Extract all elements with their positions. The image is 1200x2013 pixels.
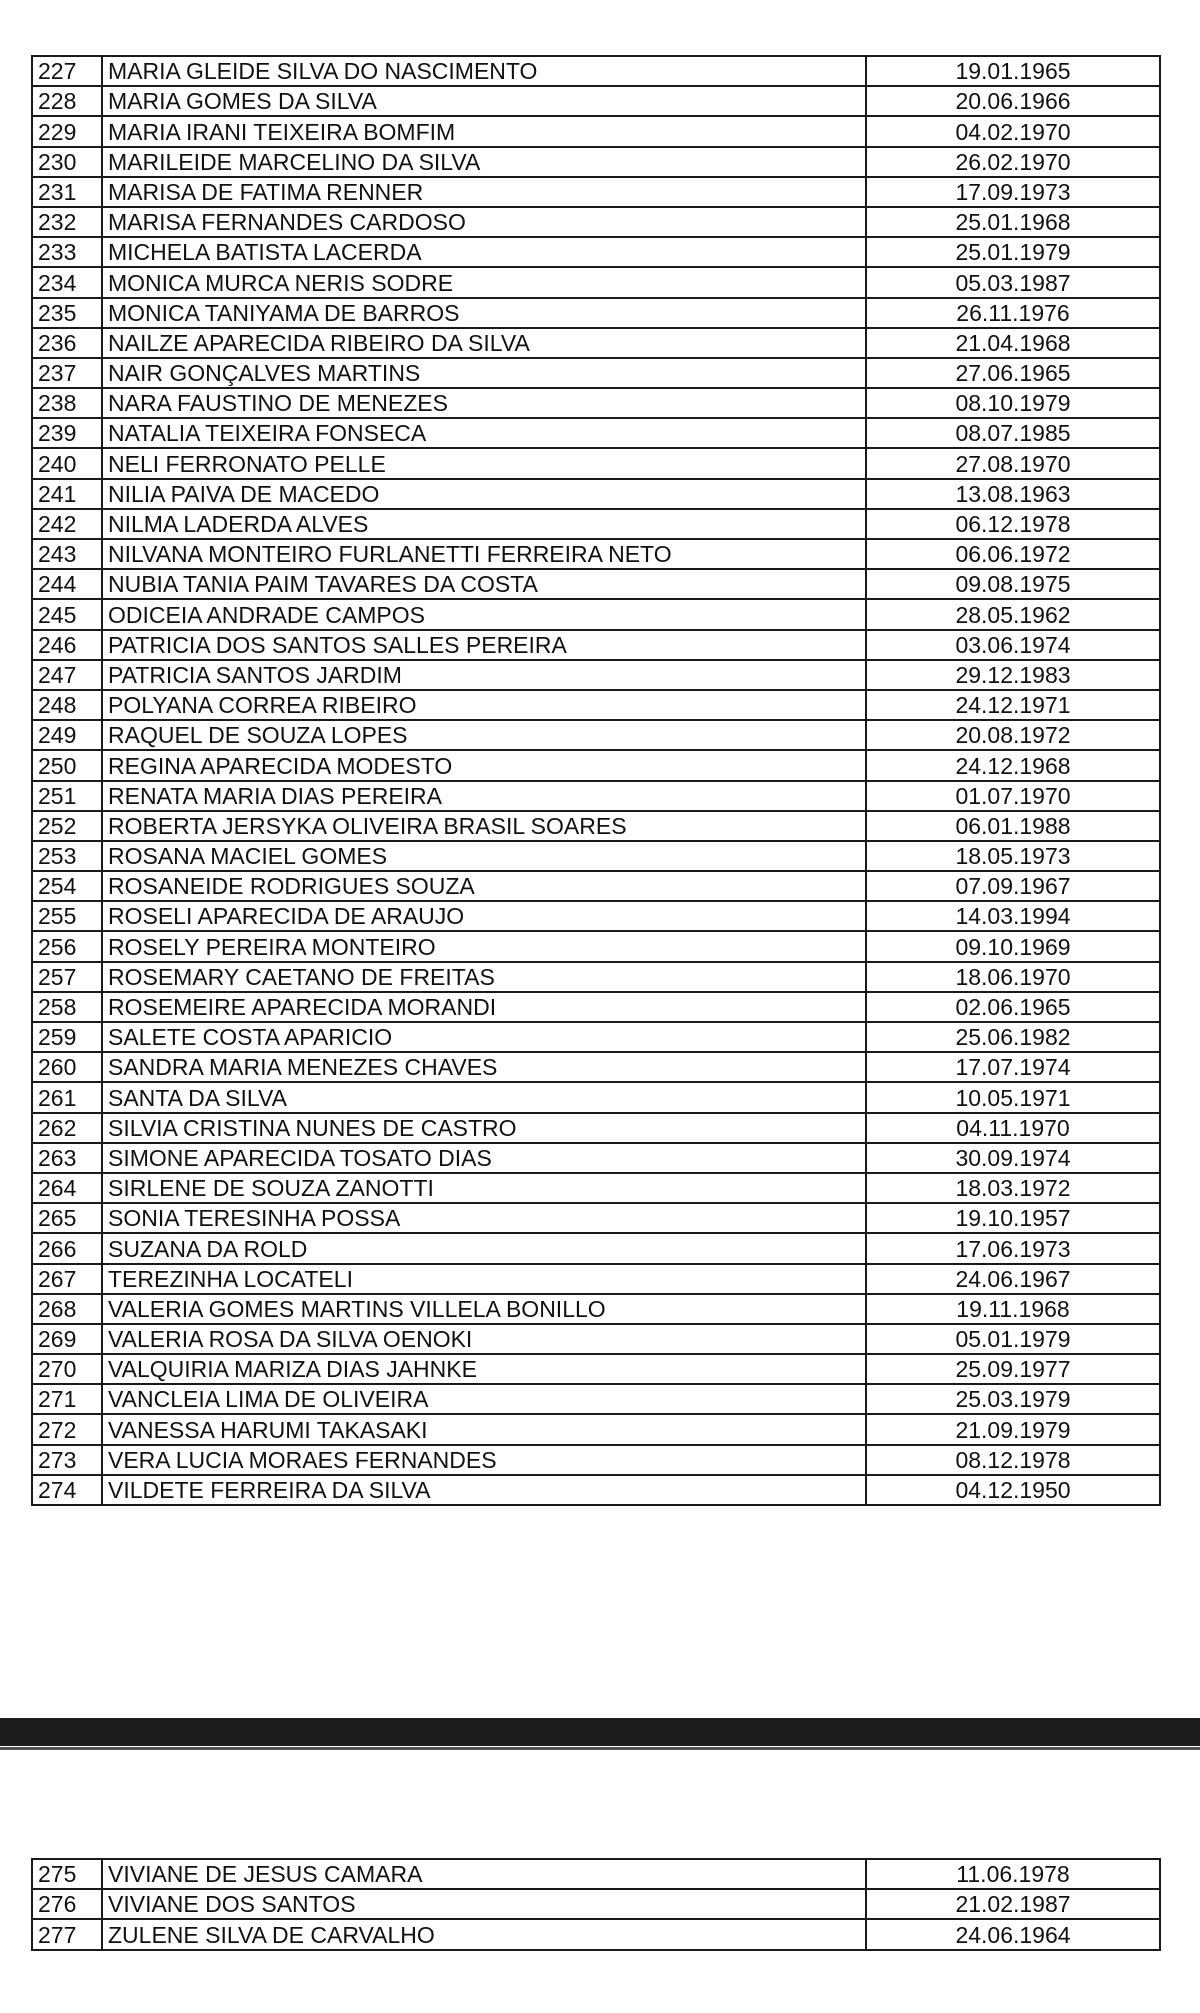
row-number-cell: 256	[32, 931, 102, 961]
name-cell: NARA FAUSTINO DE MENEZES	[102, 388, 866, 418]
row-number-cell: 237	[32, 358, 102, 388]
birth-date-cell: 28.05.1962	[866, 599, 1160, 629]
table-row	[32, 1354, 1160, 1384]
row-number-cell: 254	[32, 871, 102, 901]
table-row	[32, 750, 1160, 780]
table-row	[32, 358, 1160, 388]
birth-date-cell: 26.11.1976	[866, 298, 1160, 328]
birth-date-cell: 06.12.1978	[866, 509, 1160, 539]
birth-date-cell: 21.09.1979	[866, 1414, 1160, 1444]
name-cell: VANESSA HARUMI TAKASAKI	[102, 1414, 866, 1444]
name-cell: ROSEMARY CAETANO DE FREITAS	[102, 962, 866, 992]
table-row	[32, 1445, 1160, 1475]
table-row	[32, 1919, 1160, 1949]
name-cell: ZULENE SILVA DE CARVALHO	[102, 1919, 866, 1949]
name-cell: RAQUEL DE SOUZA LOPES	[102, 720, 866, 750]
table-row	[32, 1384, 1160, 1414]
row-number-cell: 270	[32, 1354, 102, 1384]
row-number-cell: 255	[32, 901, 102, 931]
table-row	[32, 207, 1160, 237]
name-cell: ODICEIA ANDRADE CAMPOS	[102, 599, 866, 629]
row-number-cell: 269	[32, 1324, 102, 1354]
table-row	[32, 1022, 1160, 1052]
table-row	[32, 328, 1160, 358]
birth-date-cell: 18.05.1973	[866, 841, 1160, 871]
name-cell: MARILEIDE MARCELINO DA SILVA	[102, 147, 866, 177]
row-number-cell: 260	[32, 1052, 102, 1082]
name-cell: SANTA DA SILVA	[102, 1082, 866, 1112]
name-cell: PATRICIA SANTOS JARDIM	[102, 660, 866, 690]
name-cell: NELI FERRONATO PELLE	[102, 448, 866, 478]
birth-date-cell: 19.10.1957	[866, 1203, 1160, 1233]
table-row	[32, 871, 1160, 901]
row-number-cell: 230	[32, 147, 102, 177]
name-cell: TEREZINHA LOCATELI	[102, 1264, 866, 1294]
name-cell: MONICA MURCA NERIS SODRE	[102, 267, 866, 297]
table-row	[32, 841, 1160, 871]
row-number-cell: 262	[32, 1113, 102, 1143]
birth-date-cell: 05.03.1987	[866, 267, 1160, 297]
name-cell: VIVIANE DOS SANTOS	[102, 1889, 866, 1919]
table-row	[32, 509, 1160, 539]
birth-date-cell: 25.01.1968	[866, 207, 1160, 237]
birth-date-cell: 10.05.1971	[866, 1082, 1160, 1112]
birth-date-cell: 01.07.1970	[866, 781, 1160, 811]
table-row	[32, 448, 1160, 478]
name-cell: ROSANEIDE RODRIGUES SOUZA	[102, 871, 866, 901]
row-number-cell: 271	[32, 1384, 102, 1414]
row-number-cell: 231	[32, 177, 102, 207]
birth-date-cell: 18.03.1972	[866, 1173, 1160, 1203]
row-number-cell: 242	[32, 509, 102, 539]
name-cell: SANDRA MARIA MENEZES CHAVES	[102, 1052, 866, 1082]
row-number-cell: 236	[32, 328, 102, 358]
table-row	[32, 267, 1160, 297]
name-cell: NUBIA TANIA PAIM TAVARES DA COSTA	[102, 569, 866, 599]
row-number-cell: 250	[32, 750, 102, 780]
name-cell: MARIA GOMES DA SILVA	[102, 86, 866, 116]
row-number-cell: 234	[32, 267, 102, 297]
table-row	[32, 781, 1160, 811]
birth-date-cell: 18.06.1970	[866, 962, 1160, 992]
birth-date-cell: 06.06.1972	[866, 539, 1160, 569]
name-cell: MARIA IRANI TEIXEIRA BOMFIM	[102, 116, 866, 146]
row-number-cell: 259	[32, 1022, 102, 1052]
row-number-cell: 246	[32, 630, 102, 660]
birth-date-cell: 14.03.1994	[866, 901, 1160, 931]
birth-date-cell: 03.06.1974	[866, 630, 1160, 660]
table-row	[32, 931, 1160, 961]
birth-date-cell: 02.06.1965	[866, 992, 1160, 1022]
row-number-cell: 273	[32, 1445, 102, 1475]
birth-date-cell: 08.07.1985	[866, 418, 1160, 448]
row-number-cell: 266	[32, 1233, 102, 1263]
table-row	[32, 147, 1160, 177]
birth-date-cell: 25.03.1979	[866, 1384, 1160, 1414]
table-row	[32, 992, 1160, 1022]
birth-date-cell: 21.02.1987	[866, 1889, 1160, 1919]
row-number-cell: 245	[32, 599, 102, 629]
birth-date-cell: 29.12.1983	[866, 660, 1160, 690]
name-cell: ROBERTA JERSYKA OLIVEIRA BRASIL SOARES	[102, 811, 866, 841]
table-row	[32, 630, 1160, 660]
birth-date-cell: 17.06.1973	[866, 1233, 1160, 1263]
birth-date-cell: 24.06.1967	[866, 1264, 1160, 1294]
name-cell: SONIA TERESINHA POSSA	[102, 1203, 866, 1233]
name-cell: MARISA FERNANDES CARDOSO	[102, 207, 866, 237]
table-row	[32, 479, 1160, 509]
table-row	[32, 1143, 1160, 1173]
row-number-cell: 244	[32, 569, 102, 599]
row-number-cell: 257	[32, 962, 102, 992]
table-row	[32, 660, 1160, 690]
birth-date-cell: 19.01.1965	[866, 56, 1160, 86]
birth-date-cell: 20.06.1966	[866, 86, 1160, 116]
birth-date-cell: 04.11.1970	[866, 1113, 1160, 1143]
table-row	[32, 1264, 1160, 1294]
name-cell: ROSANA MACIEL GOMES	[102, 841, 866, 871]
birth-date-cell: 21.04.1968	[866, 328, 1160, 358]
roster-table-top	[31, 55, 1161, 1506]
row-number-cell: 274	[32, 1475, 102, 1505]
birth-date-cell: 27.08.1970	[866, 448, 1160, 478]
table-row	[32, 1859, 1160, 1889]
row-number-cell: 227	[32, 56, 102, 86]
row-number-cell: 232	[32, 207, 102, 237]
birth-date-cell: 25.06.1982	[866, 1022, 1160, 1052]
name-cell: VALERIA GOMES MARTINS VILLELA BONILLO	[102, 1294, 866, 1324]
name-cell: PATRICIA DOS SANTOS SALLES PEREIRA	[102, 630, 866, 660]
roster-table-bottom-body	[32, 1859, 1160, 1950]
birth-date-cell: 24.06.1964	[866, 1919, 1160, 1949]
table-row	[32, 599, 1160, 629]
birth-date-cell: 30.09.1974	[866, 1143, 1160, 1173]
name-cell: NATALIA TEIXEIRA FONSECA	[102, 418, 866, 448]
birth-date-cell: 25.01.1979	[866, 237, 1160, 267]
name-cell: REGINA APARECIDA MODESTO	[102, 750, 866, 780]
row-number-cell: 268	[32, 1294, 102, 1324]
row-number-cell: 239	[32, 418, 102, 448]
table-row	[32, 388, 1160, 418]
roster-table-bottom	[31, 1858, 1161, 1951]
table-row	[32, 1082, 1160, 1112]
table-row	[32, 1414, 1160, 1444]
name-cell: MONICA TANIYAMA DE BARROS	[102, 298, 866, 328]
birth-date-cell: 04.02.1970	[866, 116, 1160, 146]
row-number-cell: 264	[32, 1173, 102, 1203]
row-number-cell: 229	[32, 116, 102, 146]
name-cell: MARIA GLEIDE SILVA DO NASCIMENTO	[102, 56, 866, 86]
birth-date-cell: 08.10.1979	[866, 388, 1160, 418]
table-row	[32, 690, 1160, 720]
name-cell: MARISA DE FATIMA RENNER	[102, 177, 866, 207]
row-number-cell: 263	[32, 1143, 102, 1173]
name-cell: ROSEMEIRE APARECIDA MORANDI	[102, 992, 866, 1022]
name-cell: NAIR GONÇALVES MARTINS	[102, 358, 866, 388]
table-row	[32, 1889, 1160, 1919]
birth-date-cell: 09.08.1975	[866, 569, 1160, 599]
name-cell: VIVIANE DE JESUS CAMARA	[102, 1859, 866, 1889]
table-row	[32, 237, 1160, 267]
birth-date-cell: 24.12.1968	[866, 750, 1160, 780]
name-cell: SALETE COSTA APARICIO	[102, 1022, 866, 1052]
name-cell: MICHELA BATISTA LACERDA	[102, 237, 866, 267]
table-row	[32, 298, 1160, 328]
row-number-cell: 240	[32, 448, 102, 478]
row-number-cell: 265	[32, 1203, 102, 1233]
table-row	[32, 1475, 1160, 1505]
name-cell: VERA LUCIA MORAES FERNANDES	[102, 1445, 866, 1475]
birth-date-cell: 06.01.1988	[866, 811, 1160, 841]
table-row	[32, 1173, 1160, 1203]
name-cell: NILIA PAIVA DE MACEDO	[102, 479, 866, 509]
birth-date-cell: 07.09.1967	[866, 871, 1160, 901]
table-row	[32, 539, 1160, 569]
table-row	[32, 901, 1160, 931]
table-row	[32, 418, 1160, 448]
name-cell: ROSELI APARECIDA DE ARAUJO	[102, 901, 866, 931]
name-cell: NILVANA MONTEIRO FURLANETTI FERREIRA NETO	[102, 539, 866, 569]
row-number-cell: 233	[32, 237, 102, 267]
row-number-cell: 272	[32, 1414, 102, 1444]
table-row	[32, 1324, 1160, 1354]
name-cell: VALERIA ROSA DA SILVA OENOKI	[102, 1324, 866, 1354]
birth-date-cell: 24.12.1971	[866, 690, 1160, 720]
table-row	[32, 1113, 1160, 1143]
name-cell: ROSELY PEREIRA MONTEIRO	[102, 931, 866, 961]
row-number-cell: 276	[32, 1889, 102, 1919]
name-cell: NILMA LADERDA ALVES	[102, 509, 866, 539]
birth-date-cell: 20.08.1972	[866, 720, 1160, 750]
row-number-cell: 247	[32, 660, 102, 690]
table-row	[32, 56, 1160, 86]
birth-date-cell: 08.12.1978	[866, 1445, 1160, 1475]
row-number-cell: 241	[32, 479, 102, 509]
table-row	[32, 1052, 1160, 1082]
row-number-cell: 243	[32, 539, 102, 569]
name-cell: SIMONE APARECIDA TOSATO DIAS	[102, 1143, 866, 1173]
row-number-cell: 235	[32, 298, 102, 328]
name-cell: VILDETE FERREIRA DA SILVA	[102, 1475, 866, 1505]
birth-date-cell: 17.09.1973	[866, 177, 1160, 207]
name-cell: RENATA MARIA DIAS PEREIRA	[102, 781, 866, 811]
name-cell: VALQUIRIA MARIZA DIAS JAHNKE	[102, 1354, 866, 1384]
row-number-cell: 248	[32, 690, 102, 720]
name-cell: NAILZE APARECIDA RIBEIRO DA SILVA	[102, 328, 866, 358]
name-cell: SIRLENE DE SOUZA ZANOTTI	[102, 1173, 866, 1203]
birth-date-cell: 25.09.1977	[866, 1354, 1160, 1384]
table-row	[32, 177, 1160, 207]
birth-date-cell: 05.01.1979	[866, 1324, 1160, 1354]
birth-date-cell: 09.10.1969	[866, 931, 1160, 961]
name-cell: SILVIA CRISTINA NUNES DE CASTRO	[102, 1113, 866, 1143]
roster-table-top-body	[32, 56, 1160, 1505]
page-break-divider	[0, 1718, 1200, 1746]
name-cell: VANCLEIA LIMA DE OLIVEIRA	[102, 1384, 866, 1414]
table-row	[32, 86, 1160, 116]
birth-date-cell: 26.02.1970	[866, 147, 1160, 177]
table-row	[32, 962, 1160, 992]
row-number-cell: 253	[32, 841, 102, 871]
birth-date-cell: 27.06.1965	[866, 358, 1160, 388]
table-row	[32, 1203, 1160, 1233]
row-number-cell: 228	[32, 86, 102, 116]
birth-date-cell: 11.06.1978	[866, 1859, 1160, 1889]
table-row	[32, 720, 1160, 750]
birth-date-cell: 19.11.1968	[866, 1294, 1160, 1324]
row-number-cell: 238	[32, 388, 102, 418]
name-cell: SUZANA DA ROLD	[102, 1233, 866, 1263]
table-row	[32, 1294, 1160, 1324]
row-number-cell: 275	[32, 1859, 102, 1889]
row-number-cell: 267	[32, 1264, 102, 1294]
row-number-cell: 261	[32, 1082, 102, 1112]
table-row	[32, 569, 1160, 599]
table-row	[32, 811, 1160, 841]
row-number-cell: 251	[32, 781, 102, 811]
birth-date-cell: 04.12.1950	[866, 1475, 1160, 1505]
row-number-cell: 252	[32, 811, 102, 841]
row-number-cell: 277	[32, 1919, 102, 1949]
birth-date-cell: 17.07.1974	[866, 1052, 1160, 1082]
birth-date-cell: 13.08.1963	[866, 479, 1160, 509]
row-number-cell: 249	[32, 720, 102, 750]
table-row	[32, 116, 1160, 146]
name-cell: POLYANA CORREA RIBEIRO	[102, 690, 866, 720]
row-number-cell: 258	[32, 992, 102, 1022]
table-row	[32, 1233, 1160, 1263]
